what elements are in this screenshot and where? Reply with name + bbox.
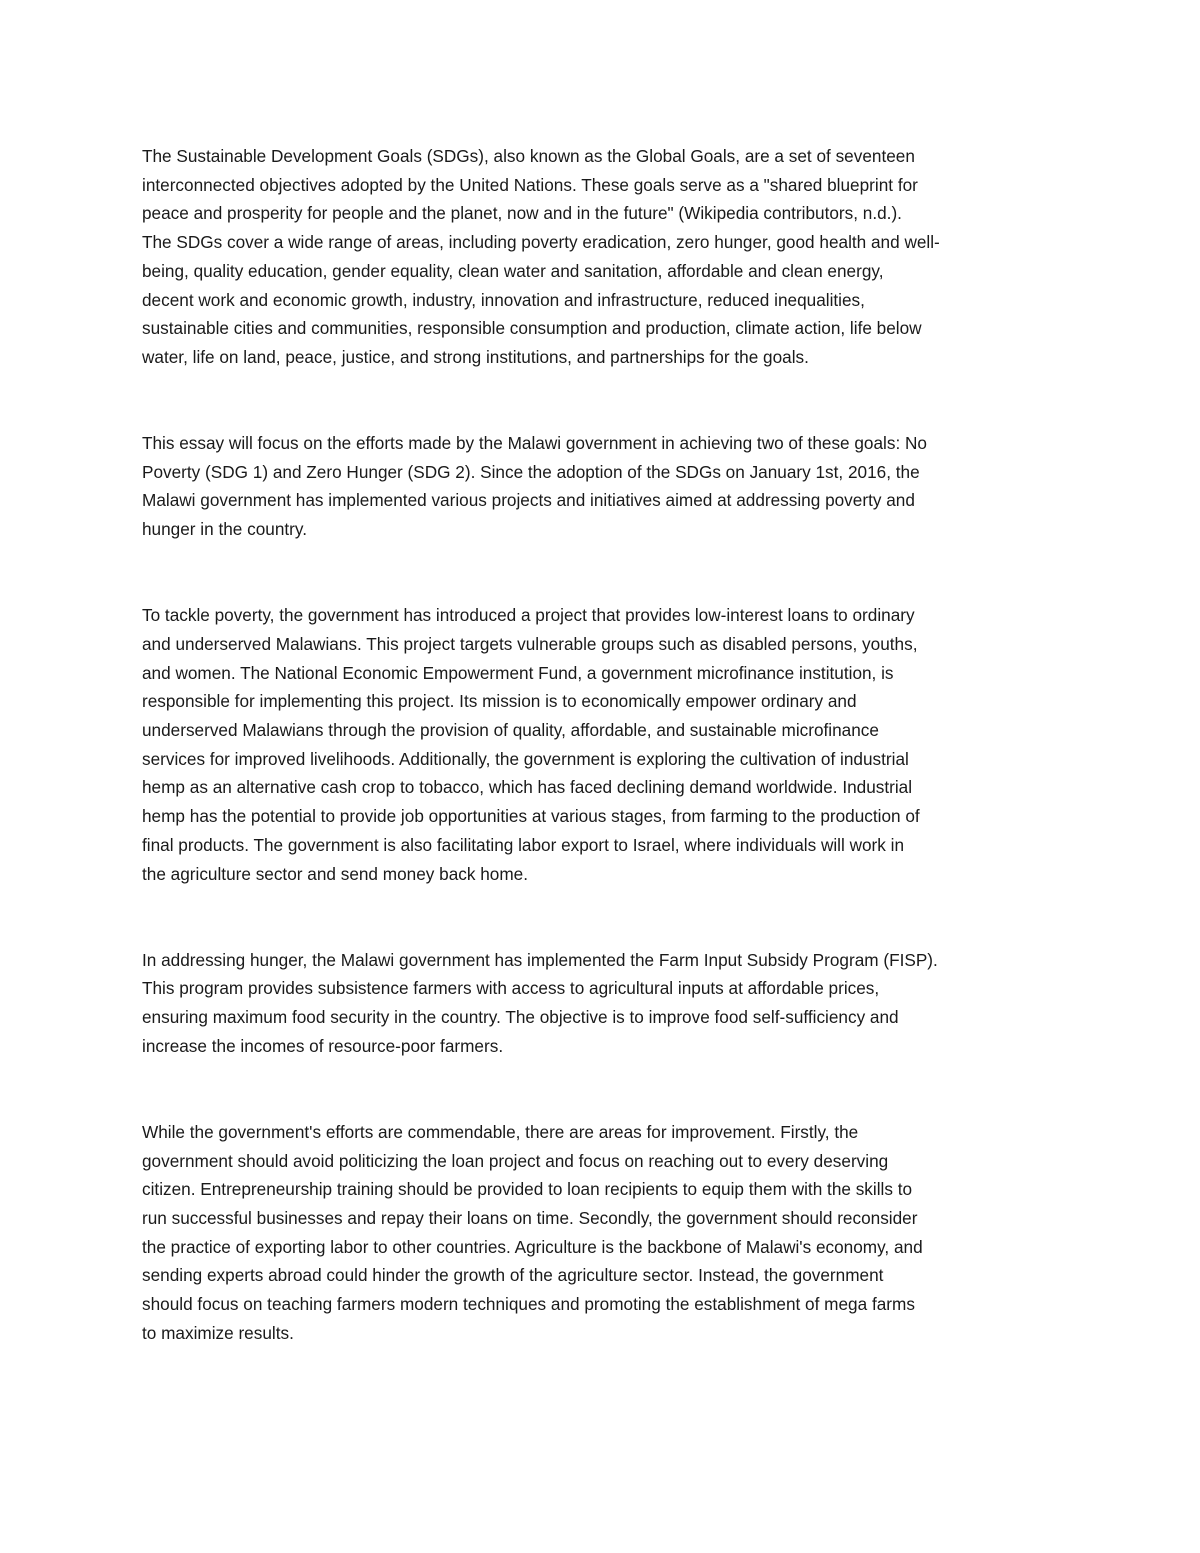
- document-page: [142, 142, 1060, 1405]
- paragraph-poverty-efforts: To tackle poverty, the government has introduced a project that provides low-interest loans to ordinary and underserved Malawians. This project targets vulnerable groups such as disabled persons, youths, and women. The National Economic Empowerment Fund, a government microfinance institution, is responsible for implementing this project. Its mission is to economically empower ordinary and underserved Malawians through the provision of quality, affordable, and sustainable microfinance services for improved livelihoods. Additionally, the government is exploring the cultivation of industrial hemp as an alternative cash crop to tobacco, which has faced declining demand worldwide. Industrial hemp has the potential to provide job opportunities at various stages, from farming to the production of final products. The government is also facilitating labor export to Israel, where individuals will work in the agriculture sector and send money back home.: [142, 605, 920, 884]
- paragraph-sdg-overview: The Sustainable Development Goals (SDGs), also known as the Global Goals, are a set of seventeen interconnected objectives adopted by the United Nations. These goals serve as a "shared blueprint for peace and prosperity for people and the planet, now and in the future" (Wikipedia contributors, n.d.). The SDGs cover a wide range of areas, including poverty eradication, zero hunger, good health and well- being, quality education, gender equality, clean water and sanitation, affordable and clean energy, decent work and economic growth, industry, innovation and infrastructure, reduced inequalities, sustainable cities and communities, responsible consumption and production, climate action, life below water, life on land, peace, justice, and strong institutions, and partnerships for the goals.: [142, 146, 940, 367]
- paragraph-essay-focus: This essay will focus on the efforts made by the Malawi government in achieving two of these goals: No Poverty (SDG 1) and Zero Hunger (SDG 2). Since the adoption of the SDGs on January 1st, 2016, the Malawi government has implemented various projects and initiatives aimed at addressing poverty and hunger in the country.: [142, 433, 927, 540]
- paragraph-hunger-efforts: In addressing hunger, the Malawi government has implemented the Farm Input Subsidy Program (FISP). This program provides subsistence farmers with access to agricultural inputs at affordable prices, ensuring maximum food security in the country. The objective is to improve food self-sufficiency and increase the incomes of resource-poor farmers.: [142, 949, 938, 1056]
- paragraph-recommendations: While the government's efforts are commendable, there are areas for improvement. Firstly, the government should avoid politicizing the loan project and focus on reaching out to every deserving citizen. Entrepreneurship training should be provided to loan recipients to equip them with the skills to run successful businesses and repay their loans on time. Secondly, the government should reconsider the practice of exporting labor to other countries. Agriculture is the backbone of Malawi's economy, and sending experts abroad could hinder the growth of the agriculture sector. Instead, the government should focus on teaching farmers modern techniques and promoting the establishment of mega farms to maximize results.: [142, 1121, 923, 1343]
